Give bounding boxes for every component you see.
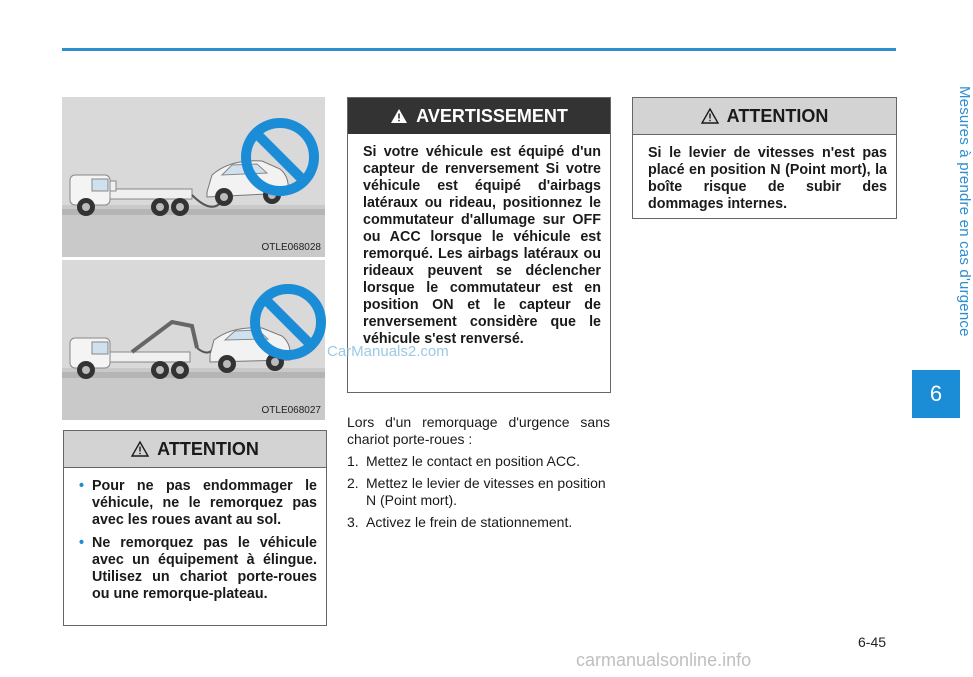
attention-body: Si le levier de vitesses n'est pas placé en position N (Point mort), la boîte risque de subir des dommages internes. <box>648 145 887 212</box>
chapter-title: Mesures à prendre en cas d'urgence <box>956 86 973 337</box>
bullet-icon: • <box>79 535 85 551</box>
bullet-text: Pour ne pas endommager le véhicule, ne le remorquez pas avec les roues avant au sol. <box>92 478 317 528</box>
figure-code: OTLE068028 <box>261 242 321 253</box>
no-towing-flatbed-rear-lift-illustration <box>62 97 325 257</box>
watermark: carmanualsonline.info <box>576 650 752 670</box>
step-text: Activez le frein de stationnement. <box>366 514 573 530</box>
list-item <box>79 535 317 603</box>
attention-title: ATTENTION <box>157 438 259 459</box>
step-number: 3. <box>347 514 359 530</box>
towing-instructions <box>347 414 610 536</box>
chapter-number-tab <box>912 370 960 418</box>
attention-title: ATTENTION <box>726 105 829 126</box>
attention-box-towing <box>63 430 327 626</box>
warning-header <box>348 98 610 134</box>
attention-header <box>633 98 896 135</box>
step-number: 2. <box>347 475 359 491</box>
warning-title: AVERTISSEMENT <box>416 105 568 126</box>
list-item <box>79 478 317 529</box>
figure-code: OTLE068027 <box>261 405 321 416</box>
page-number: 6-45 <box>858 634 887 650</box>
warning-triangle-icon <box>390 108 408 124</box>
bullet-text: Ne remorquez pas le véhicule avec un équipement à élingue. Utilisez un chariot porte-roues ou une remorque-plateau. <box>92 535 317 602</box>
step-text: Mettez le contact en position ACC. <box>366 453 580 469</box>
warning-triangle-icon <box>701 108 719 124</box>
figure-no-tow-flatbed <box>62 97 325 257</box>
figure-no-tow-sling <box>62 260 325 420</box>
list-item <box>347 453 610 470</box>
attention-header <box>64 431 326 468</box>
watermark: CarManuals2.com <box>327 343 449 360</box>
list-item <box>347 475 610 509</box>
attention-body <box>64 468 326 619</box>
no-towing-sling-illustration <box>62 260 325 420</box>
warning-triangle-icon <box>131 441 149 457</box>
list-item <box>347 514 610 531</box>
chapter-number: 6 <box>929 381 943 406</box>
step-number: 1. <box>347 453 359 469</box>
warning-body: Si votre véhicule est équipé d'un capteur de renversement Si votre véhicule est équipé d'airbags latéraux ou rideau, positionnez le commutateur d'allumage sur OFF ou ACC lorsque le véhicule est remorqué. Les airbags latéraux ou rideaux peuvent se déclencher lorsque le commutateur est en position ON et le capteur de renversement considère que le véhicule s'est renversé. <box>363 144 601 347</box>
intro-paragraph: Lors d'un remorquage d'urgence sans chariot porte-roues : <box>347 414 610 447</box>
bullet-icon: • <box>79 478 85 494</box>
header-rule <box>62 48 896 51</box>
attention-box-gear <box>632 97 897 219</box>
step-text: Mettez le levier de vitesses en position N (Point mort). <box>366 475 606 508</box>
